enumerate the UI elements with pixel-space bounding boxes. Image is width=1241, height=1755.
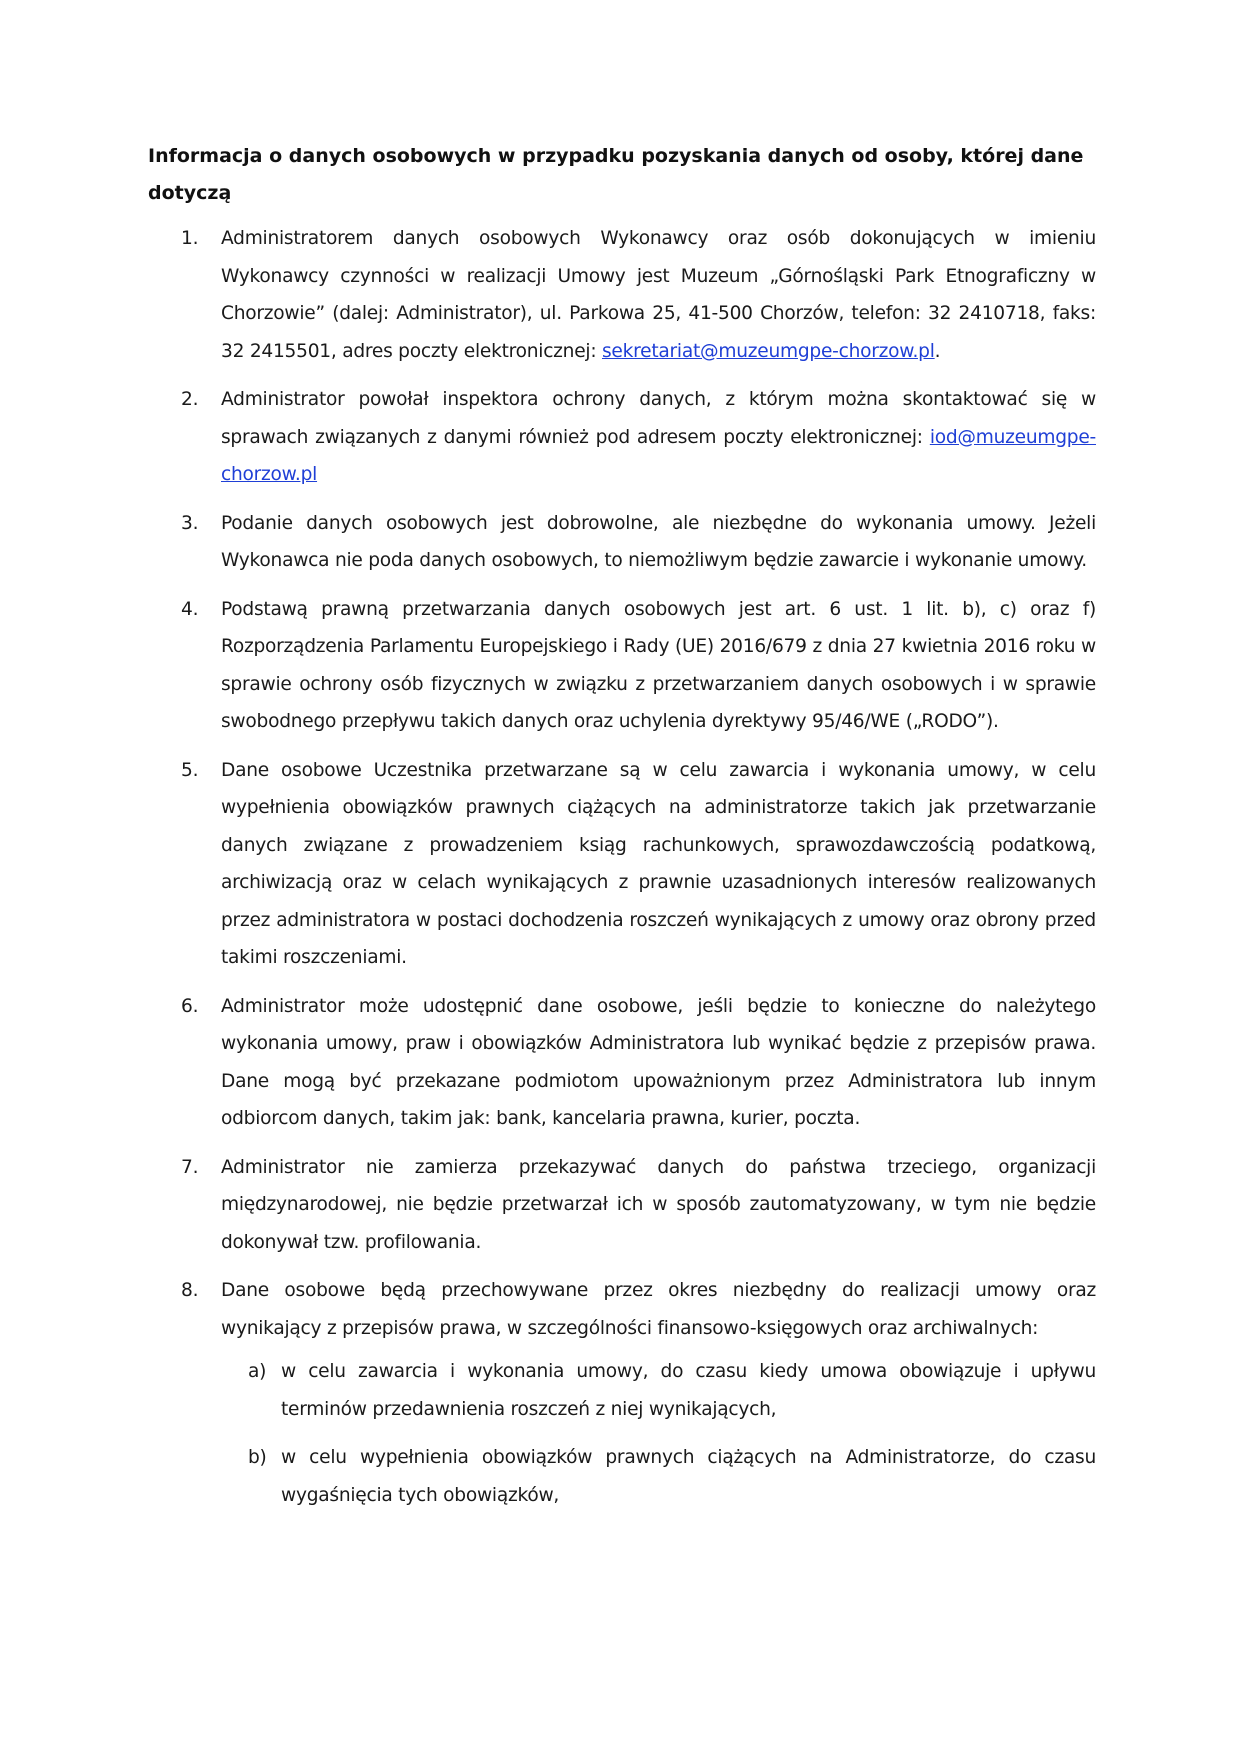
subclause-item-b [221,1439,1096,1514]
subclause-text: w celu zawarcia i wykonania umowy, do czasu kiedy umowa obowiązuje i upływu terminów przedawnienia roszczeń z niej wynikających, [281,1361,1096,1420]
clause-number: 6. [181,995,199,1017]
clause-number: 5. [181,759,199,781]
clause-text: Administrator może udostępnić dane osobowe, jeśli będzie to konieczne do należytego wykonania umowy, praw i obowiązków Administratora lub wynikać będzie z przepisów prawa. Dane mogą być przekazane podmiotom upoważnionym przez Administratora lub innym odbiorcom danych, takim jak: bank, kancelaria prawna, kurier, poczta. [221,995,1096,1129]
clause-list [148,220,1096,1514]
clause-item-1 [148,220,1096,370]
clause-item-3 [148,505,1096,580]
subclause-list [221,1353,1096,1514]
subclause-text: w celu wypełnienia obowiązków prawnych ciążących na Administratorze, do czasu wygaśnięcia tych obowiązków, [281,1447,1096,1506]
clause-text: Administratorem danych osobowych Wykonawcy oraz osób dokonujących w imieniu Wykonawcy czynności w realizacji Umowy jest Muzeum „Górnośląski Park Etnograficzny w Chorzowie” (dalej: Administrator), ul. Parkowa 25, 41-500 Chorzów, telefon: 32 2410718, faks: 32 2415501, adres poczty elektronicznej: [221,228,1096,362]
subclause-letter: a) [248,1361,267,1382]
clause-number: 8. [181,1280,199,1301]
clause-item-2 [148,381,1096,494]
clause-text: Podanie danych osobowych jest dobrowolne, ale niezbędne do wykonania umowy. Jeżeli Wykonawca nie poda danych osobowych, to niemożliwym będzie zawarcie i wykonanie umowy. [221,512,1096,571]
clause-item-6 [148,988,1096,1138]
clause-number: 4. [181,598,199,620]
clause-text: Dane osobowe Uczestnika przetwarzane są w celu zawarcia i wykonania umowy, w celu wypełnienia obowiązków prawnych ciążących na administratorze takich jak przetwarzanie danych związane z prowadzeniem ksiąg rachunkowych, sprawozdawczością podatkową, archiwizacją oraz w celach wynikających z prawnie uzasadnionych interesów realizowanych przez administratora w postaci dochodzenia roszczeń wynikających z umowy oraz obrony przed takimi roszczeniami. [221,759,1096,968]
subclause-item-a [221,1353,1096,1428]
clause-number: 2. [181,389,199,410]
clause-item-5 [148,752,1096,977]
email-link-iod[interactable]: iod@muzeumgpe-chorzow.pl [221,426,1096,485]
clause-text: Podstawą prawną przetwarzania danych osobowych jest art. 6 ust. 1 lit. b), c) oraz f) Rozporządzenia Parlamentu Europejskiego i Rady (UE) 2016/679 z dnia 27 kwietnia 2016 roku w sprawie ochrony osób fizycznych w związku z przetwarzaniem danych osobowych i w sprawie swobodnego przepływu takich danych oraz uchylenia dyrektywy 95/46/WE („RODO”). [221,598,1096,732]
clause-text: Administrator nie zamierza przekazywać danych do państwa trzeciego, organizacji międzynarodowej, nie będzie przetwarzał ich w sposób zautomatyzowany, w tym nie będzie dokonywał tzw. profilowania. [221,1156,1096,1253]
clause-text: Administrator powołał inspektora ochrony danych, z którym można skontaktować się w sprawach związanych z danymi również pod adresem poczty elektronicznej: [221,389,1096,448]
clause-text-end: . [934,340,941,362]
clause-number: 3. [181,512,199,534]
document-page [148,138,1096,1525]
clause-number: 1. [181,228,199,249]
email-link-secretariat[interactable]: sekretariat@muzeumgpe-chorzow.pl [602,340,935,362]
clause-text: Dane osobowe będą przechowywane przez okres niezbędny do realizacji umowy oraz wynikający z przepisów prawa, w szczególności finansowo-księgowych oraz archiwalnych: [221,1280,1096,1339]
clause-item-4 [148,591,1096,741]
clause-item-7 [148,1149,1096,1262]
clause-item-8 [148,1272,1096,1514]
clause-number: 7. [181,1156,199,1178]
document-title: Informacja o danych osobowych w przypadku pozyskania danych od osoby, której dane dotyczą [148,145,1084,204]
subclause-letter: b) [248,1447,267,1468]
